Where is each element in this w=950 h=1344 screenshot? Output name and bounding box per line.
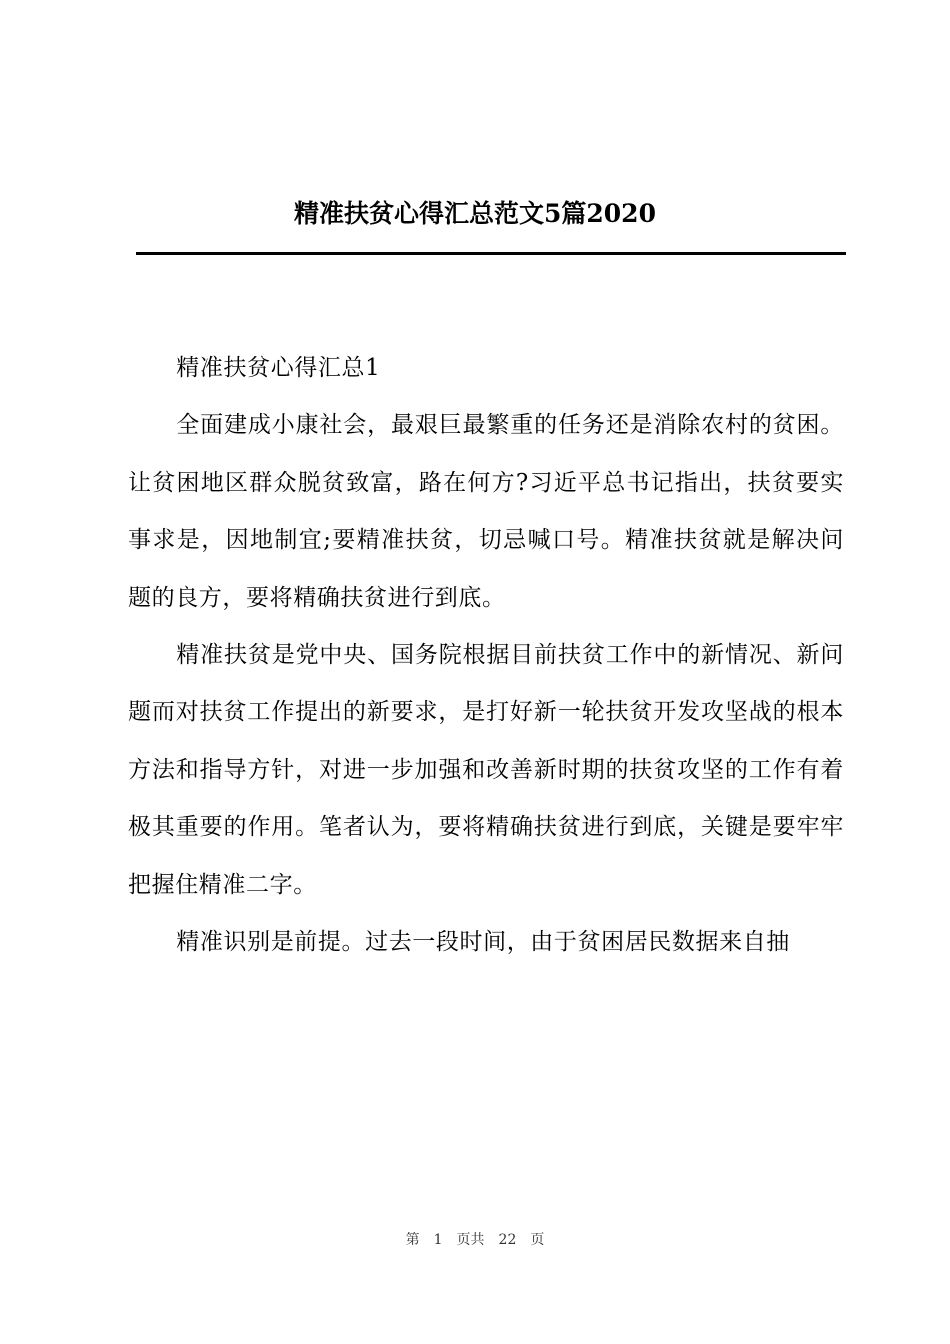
footer-current-page: 1: [433, 1232, 443, 1248]
paragraph: 精准扶贫是党中央、国务院根据目前扶贫工作中的新情况、新问题而对扶贫工作提出的新要求，是打好新一轮扶贫开发攻坚战的根本方法和指导方针，对进一步加强和改善新时期的扶贫攻坚的工作有着极其重要的作用。笔者认为，要将精确扶贫进行到底，关键是要牢牢把握住精准二字。: [128, 642, 844, 898]
document-body: [128, 340, 844, 971]
section-heading: 精准扶贫心得汇总1: [176, 355, 381, 381]
paragraph: 全面建成小康社会，最艰巨最繁重的任务还是消除农村的贫困。让贫困地区群众脱贫致富，路在何方?习近平总书记指出，扶贫要实事求是，因地制宜;要精准扶贫，切忌喊口号。精准扶贫就是解决问题的良方，要将精确扶贫进行到底。: [128, 412, 844, 611]
footer-label-ye: 页: [530, 1232, 545, 1248]
title-underline: [136, 252, 846, 255]
page-footer: [0, 1230, 950, 1250]
document-title: 精准扶贫心得汇总范文5篇2020: [294, 199, 656, 228]
footer-total-pages: 22: [498, 1232, 517, 1248]
paragraph: 精准识别是前提。过去一段时间，由于贫困居民数据来自抽: [176, 929, 790, 956]
footer-label-ye-gong: 页共: [456, 1232, 485, 1248]
footer-label-di: 第: [405, 1232, 420, 1248]
